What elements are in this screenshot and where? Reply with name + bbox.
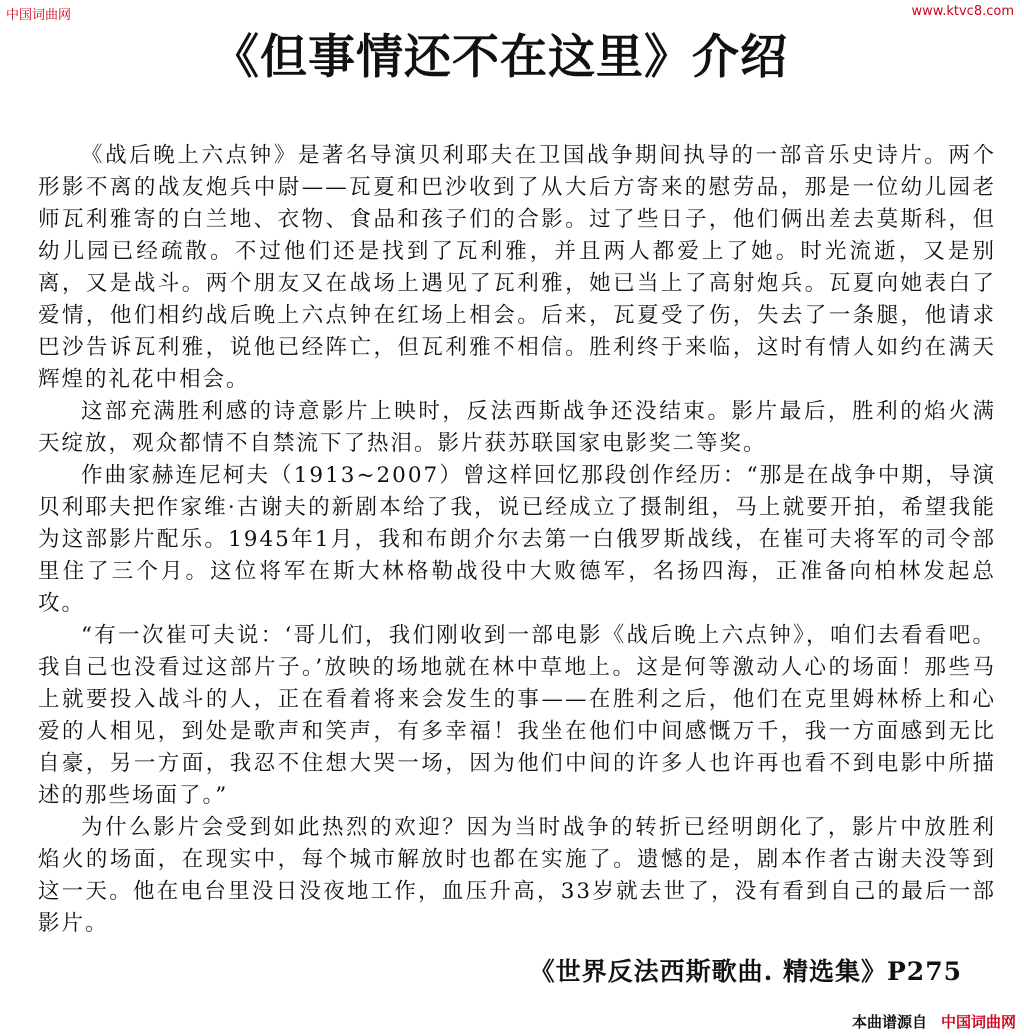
source-citation: 《世界反法西斯歌曲. 精选集》P275 [529, 957, 962, 986]
page-title: 《但事情还不在这里》介绍 [212, 30, 788, 85]
paragraph-3: 作曲家赫连尼柯夫（1913~2007）曾这样回忆那段创作经历：“那是在战争中期，导演贝利耶夫把作家维·古谢夫的新剧本给了我，说已经成立了摄制组，马上就要开拍，希望我能为这部影片配乐。1945年1月，我和布朗介尔去第一白俄罗斯战线，在崔可夫将军的司令部里住了三个月。这位将军在斯大林格勒战役中大败德军，名扬四海，正准备向柏林发起总攻。 [38, 463, 996, 616]
paragraph-1: 《战后晚上六点钟》是著名导演贝利耶夫在卫国战争期间执导的一部音乐史诗片。两个形影不离的战友炮兵中尉——瓦夏和巴沙收到了从大后方寄来的慰劳品，那是一位幼儿园老师瓦利雅寄的白兰地、衣物、食品和孩子们的合影。过了些日子，他们俩出差去莫斯科，但幼儿园已经疏散。不过他们还是找到了瓦利雅，并且两人都爱上了她。时光流逝，又是别离，又是战斗。两个朋友又在战场上遇见了瓦利雅，她已当上了高射炮兵。瓦夏向她表白了爱情，他们相约战后晚上六点钟在红场上相会。后来，瓦夏受了伤，失去了一条腿，他请求巴沙告诉瓦利雅，说他已经阵亡，但瓦利雅不相信。胜利终于来临，这时有情人如约在满天辉煌的礼花中相会。 [38, 143, 996, 392]
footer-site-name: 中国词曲网 [940, 1013, 1016, 1031]
footer-label: 本曲谱源自 [851, 1013, 927, 1031]
watermark-site-name: 中国词曲网 [6, 8, 72, 23]
paragraph-2: 这部充满胜利感的诗意影片上映时，反法西斯战争还没结束。影片最后，胜利的焰火满天绽放，观众都情不自禁流下了热泪。影片获苏联国家电影奖二等奖。 [38, 399, 996, 456]
paragraph-4: “有一次崔可夫说：‘哥儿们，我们刚收到一部电影《战后晚上六点钟》，咱们去看看吧。我自己也没看过这部片子。’放映的场地就在林中草地上。这是何等激动人心的场面！那些马上就要投入战斗的人，正在看着将来会发生的事——在胜利之后，他们在克里姆林桥上和心爱的人相见，到处是歌声和笑声，有多幸福！我坐在他们中间感慨万千，我一方面感到无比自豪，另一方面，我忍不住想大哭一场，因为他们中间的许多人也许再也看不到电影中所描述的那些场面了。” [38, 623, 996, 808]
paragraph-5: 为什么影片会受到如此热烈的欢迎？因为当时战争的转折已经明朗化了，影片中放胜利焰火的场面，在现实中，每个城市解放时也都在实施了。遗憾的是，剧本作者古谢夫没等到这一天。他在电台里没日没夜地工作，血压升高，33岁就去世了，没有看到自己的最后一部影片。 [38, 815, 996, 936]
footer-credit [852, 1011, 1016, 1032]
watermark-url: www.ktvc8.com [911, 4, 1014, 19]
article-body [38, 140, 996, 940]
